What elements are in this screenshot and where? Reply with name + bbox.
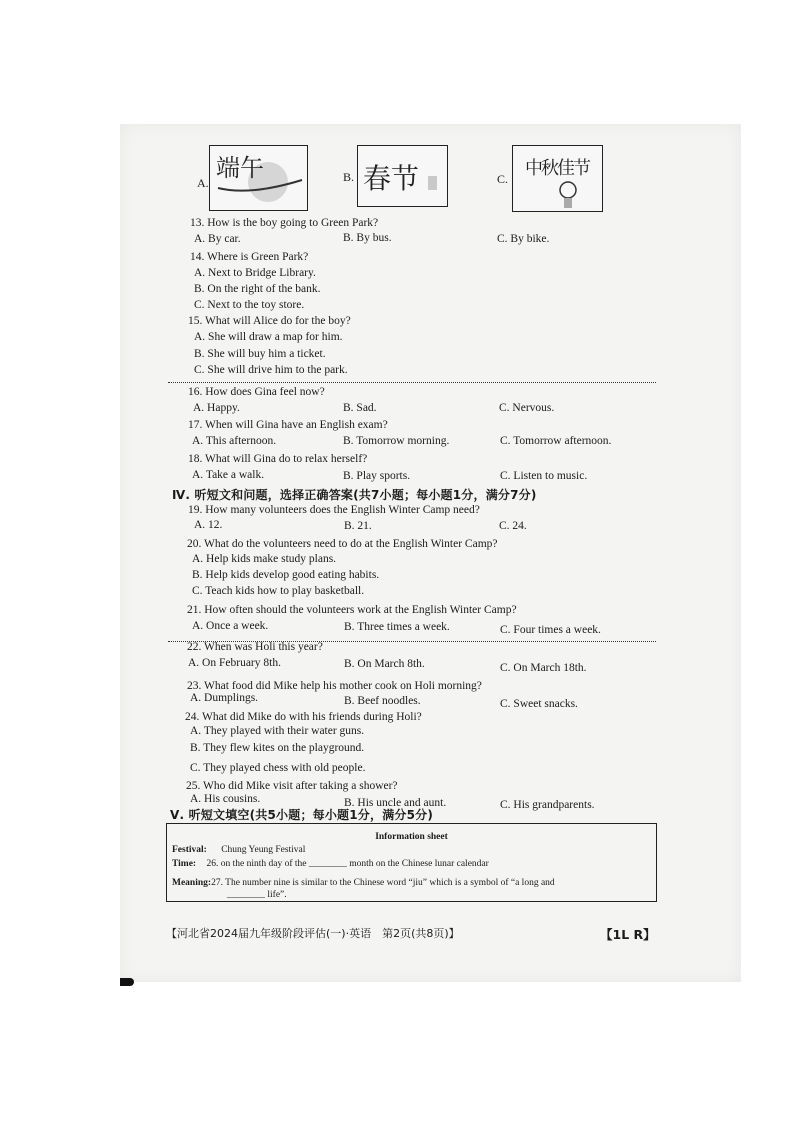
question-20-option-b: B. Help kids develop good eating habits. <box>192 569 380 581</box>
question-17-option-c: C. Tomorrow afternoon. <box>500 435 612 447</box>
question-21-option-a: A. Once a week. <box>192 620 269 632</box>
question-23-option-b: B. Beef noodles. <box>344 695 421 707</box>
question-13-option-b: B. By bus. <box>343 232 392 244</box>
question-13-option-c: C. By bike. <box>497 233 550 245</box>
question-17-option-b: B. Tomorrow morning. <box>343 435 450 447</box>
page-footer-left: 【河北省2024届九年级阶段评估(一)·英语 第2页(共8页)】 <box>166 927 460 940</box>
section-v-heading: Ⅴ. 听短文填空(共5小题；每小题1分，满分5分) <box>170 808 434 822</box>
picture-c-letter: C. <box>497 172 509 186</box>
question-24-option-c: C. They played chess with old people. <box>190 762 366 774</box>
question-25-option-c: C. His grandparents. <box>500 799 595 811</box>
question-23-stem: 23. What food did Mike help his mother cook on Holi morning? <box>187 680 482 692</box>
question-14-option-a: A. Next to Bridge Library. <box>194 267 316 279</box>
question-18-option-a: A. Take a walk. <box>192 469 265 481</box>
time-row <box>172 859 489 869</box>
question-15-stem: 15. What will Alice do for the boy? <box>188 315 351 327</box>
question-14-option-c: C. Next to the toy store. <box>194 299 305 311</box>
question-24-option-b: B. They flew kites on the playground. <box>190 742 365 754</box>
separator-1 <box>168 382 656 383</box>
question-20-option-c: C. Teach kids how to play basketball. <box>192 585 365 597</box>
question-25-option-a: A. His cousins. <box>190 793 261 805</box>
festival-row <box>172 845 305 855</box>
question-20-stem: 20. What do the volunteers need to do at the English Winter Camp? <box>187 538 498 550</box>
info-sheet-title: Information sheet <box>375 832 448 842</box>
question-16-option-c: C. Nervous. <box>499 402 555 414</box>
question-21-stem: 21. How often should the volunteers work at the English Winter Camp? <box>187 604 517 616</box>
information-sheet <box>166 823 657 902</box>
question-13-stem: 13. How is the boy going to Green Park? <box>190 217 379 229</box>
question-19-stem: 19. How many volunteers does the English Winter Camp need? <box>188 504 480 516</box>
question-16-option-b: B. Sad. <box>343 402 377 414</box>
meaning-row <box>172 878 555 888</box>
question-19-option-c: C. 24. <box>499 520 527 532</box>
question-16-option-a: A. Happy. <box>193 402 240 414</box>
time-value: 26. on the ninth day of the ________ month on the Chinese lunar calendar <box>206 859 489 869</box>
question-21-option-c: C. Four times a week. <box>500 624 601 636</box>
picture-b-spring-festival <box>357 145 448 207</box>
mid-autumn-festival-image <box>513 146 602 211</box>
section-iv-heading: Ⅳ. 听短文和问题，选择正确答案(共7小题；每小题1分，满分7分) <box>172 488 537 502</box>
question-21-option-b: B. Three times a week. <box>344 621 450 633</box>
question-18-option-b: B. Play sports. <box>343 470 411 482</box>
picture-b-chars: 春节 <box>363 162 420 195</box>
question-17-option-a: A. This afternoon. <box>192 435 277 447</box>
festival-label: Festival: <box>172 845 207 855</box>
question-14-option-b: B. On the right of the bank. <box>194 283 321 295</box>
picture-c-chars: 中秋佳节 <box>525 158 591 179</box>
meaning-line-1: 27. The number nine is similar to the Chinese word “jiu” which is a symbol of “a long and <box>211 878 555 888</box>
festival-value: Chung Yeung Festival <box>221 845 306 855</box>
question-15-option-c: C. She will drive him to the park. <box>194 364 348 376</box>
page-corner-mark <box>120 978 134 986</box>
time-label: Time: <box>172 859 197 869</box>
question-22-option-c: C. On March 18th. <box>500 662 587 674</box>
question-22-option-b: B. On March 8th. <box>344 658 425 670</box>
separator-2 <box>168 641 656 642</box>
picture-c-mid-autumn <box>512 145 603 212</box>
question-23-option-a: A. Dumplings. <box>190 692 259 704</box>
question-14-stem: 14. Where is Green Park? <box>190 251 309 263</box>
picture-a-letter: A. <box>197 176 209 190</box>
question-18-stem: 18. What will Gina do to relax herself? <box>188 453 368 465</box>
dragon-boat-festival-image <box>210 146 307 210</box>
picture-b-letter: B. <box>343 170 355 184</box>
question-22-stem: 22. When was Holi this year? <box>187 641 323 653</box>
page-footer-right: 【1L R】 <box>600 927 656 942</box>
question-17-stem: 17. When will Gina have an English exam? <box>188 419 388 431</box>
question-23-option-c: C. Sweet snacks. <box>500 698 578 710</box>
picture-a-chars: 端午 <box>216 154 264 182</box>
question-15-option-b: B. She will buy him a ticket. <box>194 348 326 360</box>
question-16-stem: 16. How does Gina feel now? <box>188 386 325 398</box>
question-25-stem: 25. Who did Mike visit after taking a shower? <box>186 780 398 792</box>
question-13-option-a: A. By car. <box>194 233 241 245</box>
meaning-label: Meaning: <box>172 878 212 888</box>
question-18-option-c: C. Listen to music. <box>500 470 588 482</box>
question-19-option-b: B. 21. <box>344 520 372 532</box>
question-24-option-a: A. They played with their water guns. <box>190 725 365 737</box>
question-22-option-a: A. On February 8th. <box>188 657 281 669</box>
question-24-stem: 24. What did Mike do with his friends during Holi? <box>185 711 422 723</box>
question-15-option-a: A. She will draw a map for him. <box>194 331 343 343</box>
spring-festival-image <box>358 146 447 206</box>
question-25-option-b: B. His uncle and aunt. <box>344 797 447 809</box>
question-19-option-a: A. 12. <box>194 519 223 531</box>
picture-a-dragon-boat <box>209 145 308 211</box>
meaning-line-2: ________ life”. <box>227 890 287 900</box>
question-20-option-a: A. Help kids make study plans. <box>192 553 337 565</box>
